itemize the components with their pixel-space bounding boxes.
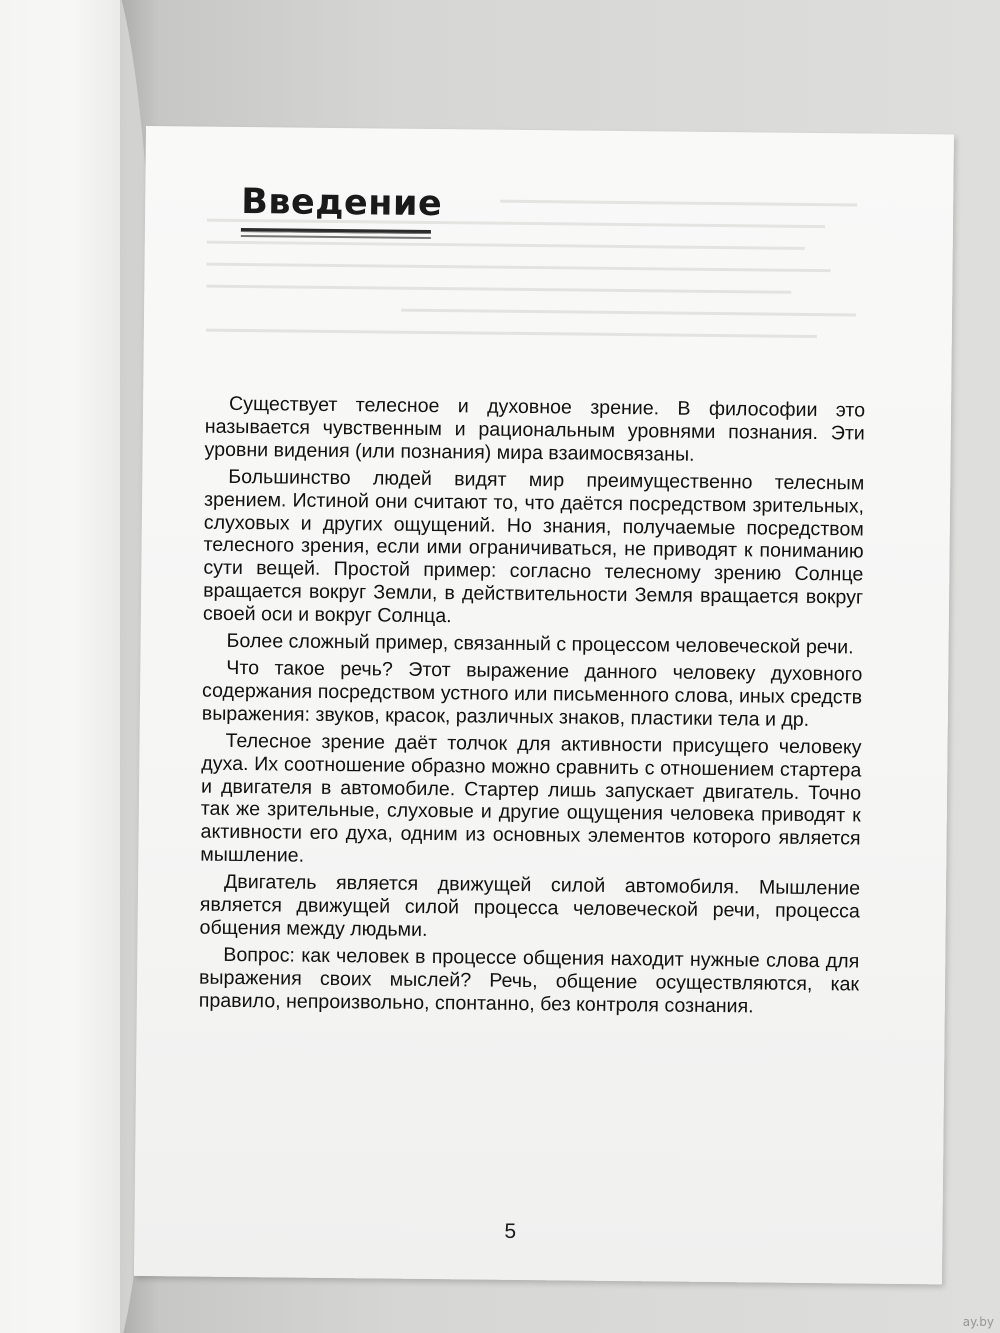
book-page bbox=[134, 126, 954, 1284]
paragraph: Более сложный пример, связанный с процессом человеческой речи. bbox=[226, 629, 854, 659]
watermark: ay.by bbox=[962, 1315, 994, 1329]
page-number: 5 bbox=[504, 1219, 517, 1243]
paragraph: Существует телесное и духовное зрение. В философии это называется чувственным и рациональным уровнями познания. Эти уровни видения (или познания) мира взаимосвязаны. bbox=[204, 392, 866, 466]
heading-block bbox=[241, 183, 443, 239]
paragraph: Вопрос: как человек в процессе общения находит нужные слова для выражения своих мыслей? Речь, общение осуществляются, как правило, непроизвольно, спонтанно, без контроля сознания. bbox=[198, 943, 860, 1018]
page-title: Введение bbox=[240, 182, 443, 225]
body-text bbox=[199, 393, 865, 1023]
paragraph: Телесное зрение даёт толчок для активности присущего человеку духа. Их соотношение образно можно сравнить с отношением стартера и двигателя в автомобиле. Стартер лишь запускает двигатель. Точно так же зрительные, слуховые и другие ощущения человека приводят к активности его духа, одним из основных элементов которого является мышление. bbox=[200, 729, 862, 867]
title-underline bbox=[241, 227, 431, 233]
paragraph: Двигатель является движущей силой автомобиля. Мышление является движущей силой процесса человеческой речи, процесса общения между людьми. bbox=[199, 870, 861, 941]
paragraph: Большинство людей видят мир преимущественно телесным зрением. Истиной они считают то, что даётся посредством зрительных, слуховых и других ощущений. Но знания, получаемые посредством телесного зрения, если ими ограничиваться, не приводят к пониманию сути вещей. Простой пример: согласно телесному зрению Солнце вращается вокруг Земли, в действительности Земля вращается вокруг своей оси и вокруг Солнца. bbox=[202, 465, 865, 628]
paragraph: Что такое речь? Этот выражение данного человеку духовного содержания посредством устного или письменного слова, иных средств выражения: звуков, красок, различных знаков, пластики тела и др. bbox=[201, 656, 863, 731]
